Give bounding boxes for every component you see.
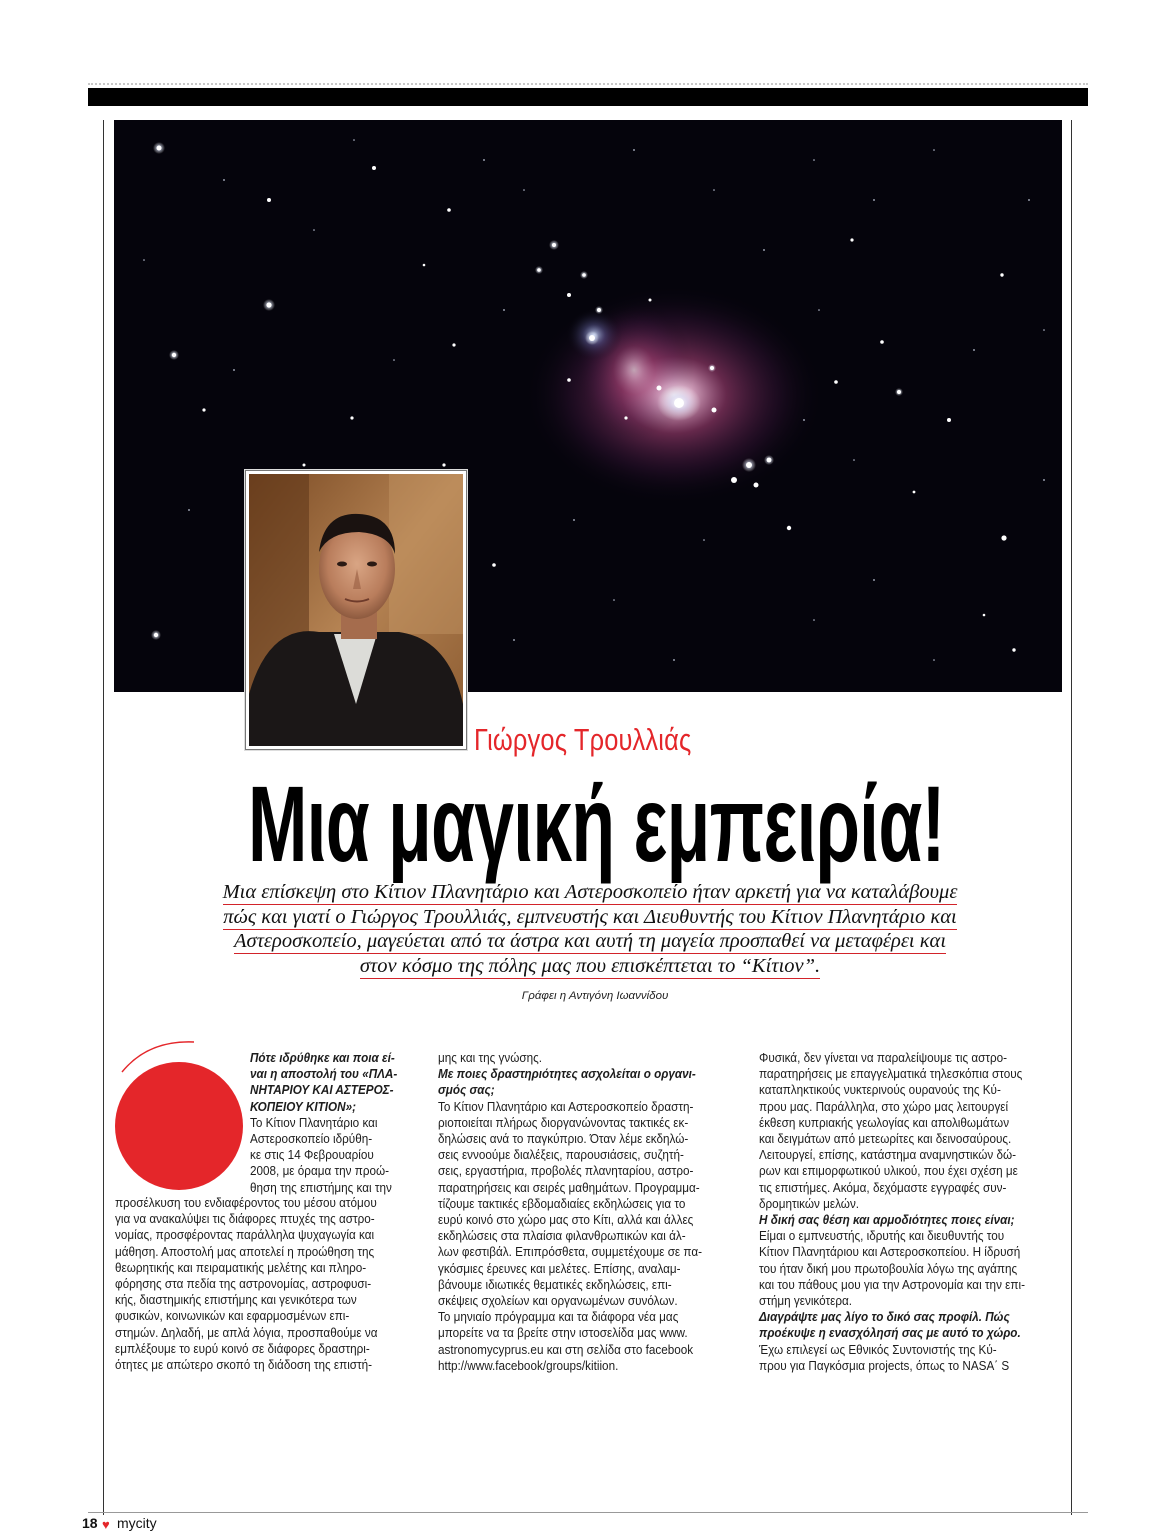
- column-3: [759, 1050, 1055, 1374]
- body-line: βάνουμε ιδιωτικές θεματικές εκδηλώσεις, επι-: [438, 1277, 672, 1292]
- body-line: σκέψεις σχολείων και οργανωμένων συνόλων.: [438, 1294, 678, 1309]
- body-line: σεις εννοούμε διαλέξεις, παρουσιάσεις, συζητή-: [438, 1148, 684, 1163]
- body-line: θηση της επιστήμης και την: [250, 1180, 392, 1195]
- body-line: κής, διαστημικής επιστήμης και γενικότερα των: [115, 1293, 357, 1308]
- body-line: φυσικών, κοινωνικών και εφαρμοσμένων επι-: [115, 1309, 350, 1324]
- body-line: στημών. Δηλαδή, με απλά λόγια, προσπαθούμε να: [115, 1325, 378, 1340]
- question-line: ναι η αποστολή του «ΠΛΑ-: [250, 1067, 398, 1082]
- body-line: φόρησης στα πεδία της αστρονομίας, αστροφυσι-: [115, 1277, 372, 1292]
- question-line: σμός σας;: [438, 1083, 495, 1098]
- body-line: και δειγμάτων από μετεωρίτες και δεινοσαύρους.: [759, 1132, 1012, 1147]
- body-line: και του πάθους μου για την Αστρονομία και την επι-: [759, 1277, 1025, 1292]
- question-line: προέκυψε η ενασχόλησή σας με αυτό το χώρο.: [759, 1326, 1021, 1341]
- magazine-name: mycity: [117, 1515, 157, 1531]
- author-byline: Γιώργος Τρουλλιάς: [474, 722, 692, 757]
- question-line: Με ποιες δραστηριότητες ασχολείται ο οργανι-: [438, 1067, 696, 1082]
- body-line: ότητες με απώτερο σκοπό τη διάδοση της επιστή-: [115, 1358, 373, 1373]
- body-line: δηλώσεις ανά το παγκύπριο. Όταν λέμε εκδηλώ-: [438, 1132, 689, 1147]
- question-line: Η δική σας θέση και αρμοδιότητες ποιες είναι;: [759, 1213, 1015, 1228]
- body-line: μάθηση. Αποστολή μας αποτελεί η προώθηση της: [115, 1244, 375, 1259]
- body-line: Το Κίτιον Πλανητάριο και Αστεροσκοπείο δραστη-: [438, 1099, 694, 1114]
- body-line: Αστεροσκοπείο ιδρύθη-: [250, 1132, 373, 1147]
- body-line: έκθεση κυπριακής γεωλογίας και απολιθωμάτων: [759, 1115, 1010, 1130]
- body-line: μπορείτε να τα βρείτε στην ιστοσελίδα μας www.: [438, 1326, 688, 1341]
- footer-rule: [88, 1512, 1088, 1513]
- body-line: ριοποιείται πλήρως διοργανώνοντας τακτικές εκ-: [438, 1115, 689, 1130]
- body-line: δρομητικών μελών.: [759, 1196, 860, 1211]
- body-line: Το Κίτιον Πλανητάριο και: [250, 1115, 378, 1130]
- lede-paragraph: [140, 880, 1040, 978]
- body-line: Λειτουργεί, επίσης, κατάστημα αναμνηστικών δώ-: [759, 1148, 1017, 1163]
- lede-line: Αστεροσκοπείο, μαγεύεται από τα άστρα και αυτή τη μαγεία προσπαθεί να μεταφέρει και: [233, 930, 947, 952]
- body-line: Είμαι ο εμπνευστής, ιδρυτής και διευθυντής του: [759, 1229, 1005, 1244]
- body-line: τις επιστήμες. Ακόμα, δεχόμαστε εγγραφές συν-: [759, 1180, 1007, 1195]
- writer-credit: Γράφει η Αντιγόνη Ιωαννίδου: [521, 990, 669, 1002]
- headline: Μια μαγική εμπειρία!: [248, 763, 945, 884]
- body-line: Έχω επιλεγεί ως Εθνικός Συντονιστής της Κύ-: [759, 1342, 997, 1357]
- body-line: στήμη γενικότερα.: [759, 1294, 853, 1309]
- body-line: τίζουμε τακτικές εβδομαδιαίες εκδηλώσεις για το: [438, 1196, 686, 1211]
- body-line: http://www.facebook/groups/kitiion.: [438, 1358, 619, 1373]
- body-line: για να ανακαλύψει τις διάφορες πτυχές της αστρο-: [115, 1212, 375, 1227]
- question-line: ΚΟΠΕΙΟΥ ΚΙΤΙΟΝ»;: [250, 1099, 357, 1114]
- body-line: λων φεστιβάλ. Επιπρόσθετα, συμμετέχουμε σε πα-: [438, 1245, 703, 1260]
- column-1-bottom: [115, 1195, 406, 1373]
- body-line: γκόσμιες έρευνες και μελέτες. Επίσης, αναλαμ-: [438, 1261, 681, 1276]
- top-dotted-rule: [88, 83, 1088, 85]
- body-line: νομίας, προσφέροντας παράλληλα ψυχαγωγία και: [115, 1228, 375, 1243]
- body-line: ρων και επιμορφωτικού υλικού, που έχει σχέση με: [759, 1164, 1018, 1179]
- decorative-red-circle: [115, 1062, 243, 1190]
- body-line: παρατηρήσεις και σειρές μαθημάτων. Προγραμμα-: [438, 1180, 700, 1195]
- lede-line: πώς και γιατί ο Γιώργος Τρουλλιάς, εμπνευστής και Διευθυντής του Κίτιον Πλανητάριο και: [223, 905, 957, 928]
- body-line: εμπλέξουμε το ευρύ κοινό σε διάφορες δραστηρι-: [115, 1341, 370, 1356]
- body-line: προσέλκυση του ενδιαφέροντος του μέσου ατόμου: [115, 1196, 377, 1210]
- question-line: Πότε ιδρύθηκε και ποια εί-: [250, 1051, 395, 1065]
- body-line: Κίτιον Πλανητάριου και Αστεροσκοπείου. Η ίδρυσή: [759, 1245, 1021, 1260]
- body-line: κε στις 14 Φεβρουαρίου: [250, 1148, 374, 1163]
- body-line: ευρύ κοινό στο χώρο μας στο Κίτι, αλλά και άλλες: [438, 1213, 694, 1228]
- body-line: καταπληκτικούς νυκτερινούς ουρανούς της Κύ-: [759, 1083, 1001, 1098]
- body-line: πρου μας. Παράλληλα, στο χώρο μας λειτουργεί: [759, 1099, 1009, 1114]
- body-line: πρου για Παγκόσμια projects, όπως το NASA΄ S: [759, 1358, 1010, 1373]
- page-number: 18: [82, 1515, 98, 1531]
- top-black-bar: [88, 88, 1088, 106]
- body-line: παρατηρήσεις με επαγγελματικά τηλεσκόπια στους: [759, 1067, 1023, 1082]
- question-line: ΝΗΤΑΡΙΟΥ ΚΑΙ ΑΣΤΕΡΟΣ-: [250, 1083, 394, 1098]
- left-column-rule: [103, 120, 104, 1515]
- column-2: [438, 1050, 734, 1374]
- body-line: 2008, με όραμα την προώ-: [250, 1164, 390, 1179]
- body-line: astronomycyprus.eu και στη σελίδα στο facebook: [438, 1342, 694, 1357]
- body-line: σεις, εργαστήρια, προβολές πλανηταρίου, αστρο-: [438, 1164, 694, 1179]
- question-line: Διαγράψτε μας λίγο το δικό σας προφίλ. Πώς: [759, 1310, 1010, 1325]
- column-1-top: [250, 1050, 416, 1196]
- right-column-rule: [1071, 120, 1072, 1515]
- portrait-photo: [245, 470, 467, 750]
- heart-icon: ♥: [102, 1517, 110, 1532]
- body-line: εκδηλώσεις στα πλαίσια φιλανθρωπικών και άλ-: [438, 1229, 686, 1244]
- lede-line: στον κόσμο της πόλης μας που επισκέπτεται το “Κίτιον”.: [359, 954, 821, 977]
- body-line: μης και της γνώσης.: [438, 1051, 543, 1065]
- body-line: Φυσικά, δεν γίνεται να παραλείψουμε τις αστρο-: [759, 1051, 1008, 1065]
- body-line: του ήταν δική μου πρωτοβουλία λόγω της αγάπης: [759, 1261, 1018, 1276]
- body-line: Το μηνιαίο πρόγραμμα και τα διάφορα νέα μας: [438, 1310, 679, 1325]
- body-line: θεωρητικής και πειραματικής μελέτης και πληρο-: [115, 1260, 367, 1275]
- lede-line: Μια επίσκεψη στο Κίτιον Πλανητάριο και Αστεροσκοπείο ήταν αρκετή για να καταλάβουμε: [222, 881, 958, 903]
